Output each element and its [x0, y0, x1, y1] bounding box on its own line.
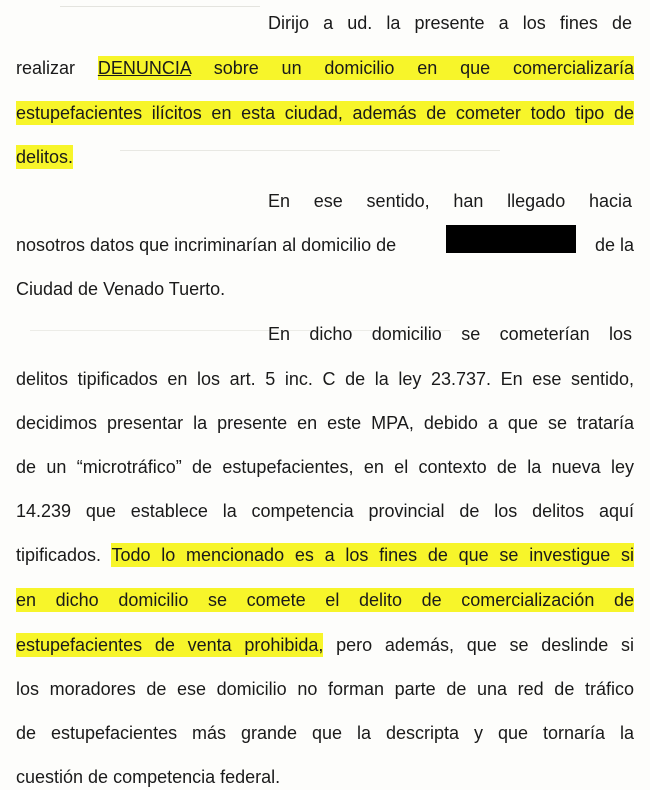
denuncia-keyword: DENUNCIA — [97, 58, 191, 78]
para2-line2-a: nosotros datos que incriminarían al domicilio de — [16, 235, 397, 255]
highlighted-text: estupefacientes ilícitos en esta ciudad, además de cometer todo tipo de — [16, 103, 634, 123]
para2-line1: En ese sentido, han llegado hacia — [268, 191, 632, 211]
para1-line3 — [16, 100, 634, 126]
para2-line2 — [16, 232, 634, 258]
para1-line4 — [16, 144, 634, 170]
redaction-box — [446, 225, 576, 253]
para2-line3: Ciudad de Venado Tuerto. — [16, 279, 226, 299]
bleed-through-mark — [60, 6, 260, 19]
para1-line2-c: sobre un domicilio en que comercializaría — [190, 58, 634, 78]
highlighted-text: delitos. — [16, 147, 74, 167]
para3-line11: cuestión de competencia federal. — [16, 767, 281, 787]
para3-line5: 14.239 que establece la competencia provincial de los delitos aquí — [16, 501, 634, 521]
para3-line4: de un “microtráfico” de estupefacientes, en el contexto de la nueva ley — [16, 457, 634, 477]
highlighted-text: en dicho domicilio se comete el delito de comercialización de — [16, 590, 634, 610]
para3-line9: los moradores de ese domicilio no forman parte de una red de tráfico — [16, 679, 634, 699]
para1-line1: Dirijo a ud. la presente a los fines de — [268, 13, 632, 33]
highlighted-text: Todo lo mencionado es a los fines de que se investigue si — [111, 545, 634, 565]
highlighted-text: estupefacientes de venta prohibida, — [16, 635, 324, 655]
para1-line2 — [16, 55, 634, 81]
para2-line2-b: de la — [594, 235, 634, 255]
highlighted-text — [98, 56, 634, 80]
para3-line1: En dicho domicilio se cometerían los — [268, 324, 632, 344]
para3-line2: delitos tipificados en los art. 5 inc. C de la ley 23.737. En ese sentido, — [16, 369, 634, 389]
para3-line6-a: tipificados. — [16, 545, 112, 565]
para3-line10: de estupefacientes más grande que la descripta y que tornaría la — [16, 723, 634, 743]
para3-line6 — [16, 542, 634, 568]
para1-line2-a: realizar — [16, 58, 98, 78]
para3-line3: decidimos presentar la presente en este MPA, debido a que se trataría — [16, 413, 634, 433]
para3-line8 — [16, 632, 634, 658]
para3-line8-b: pero además, que se deslinde si — [323, 635, 635, 655]
para3-line7 — [16, 587, 634, 613]
